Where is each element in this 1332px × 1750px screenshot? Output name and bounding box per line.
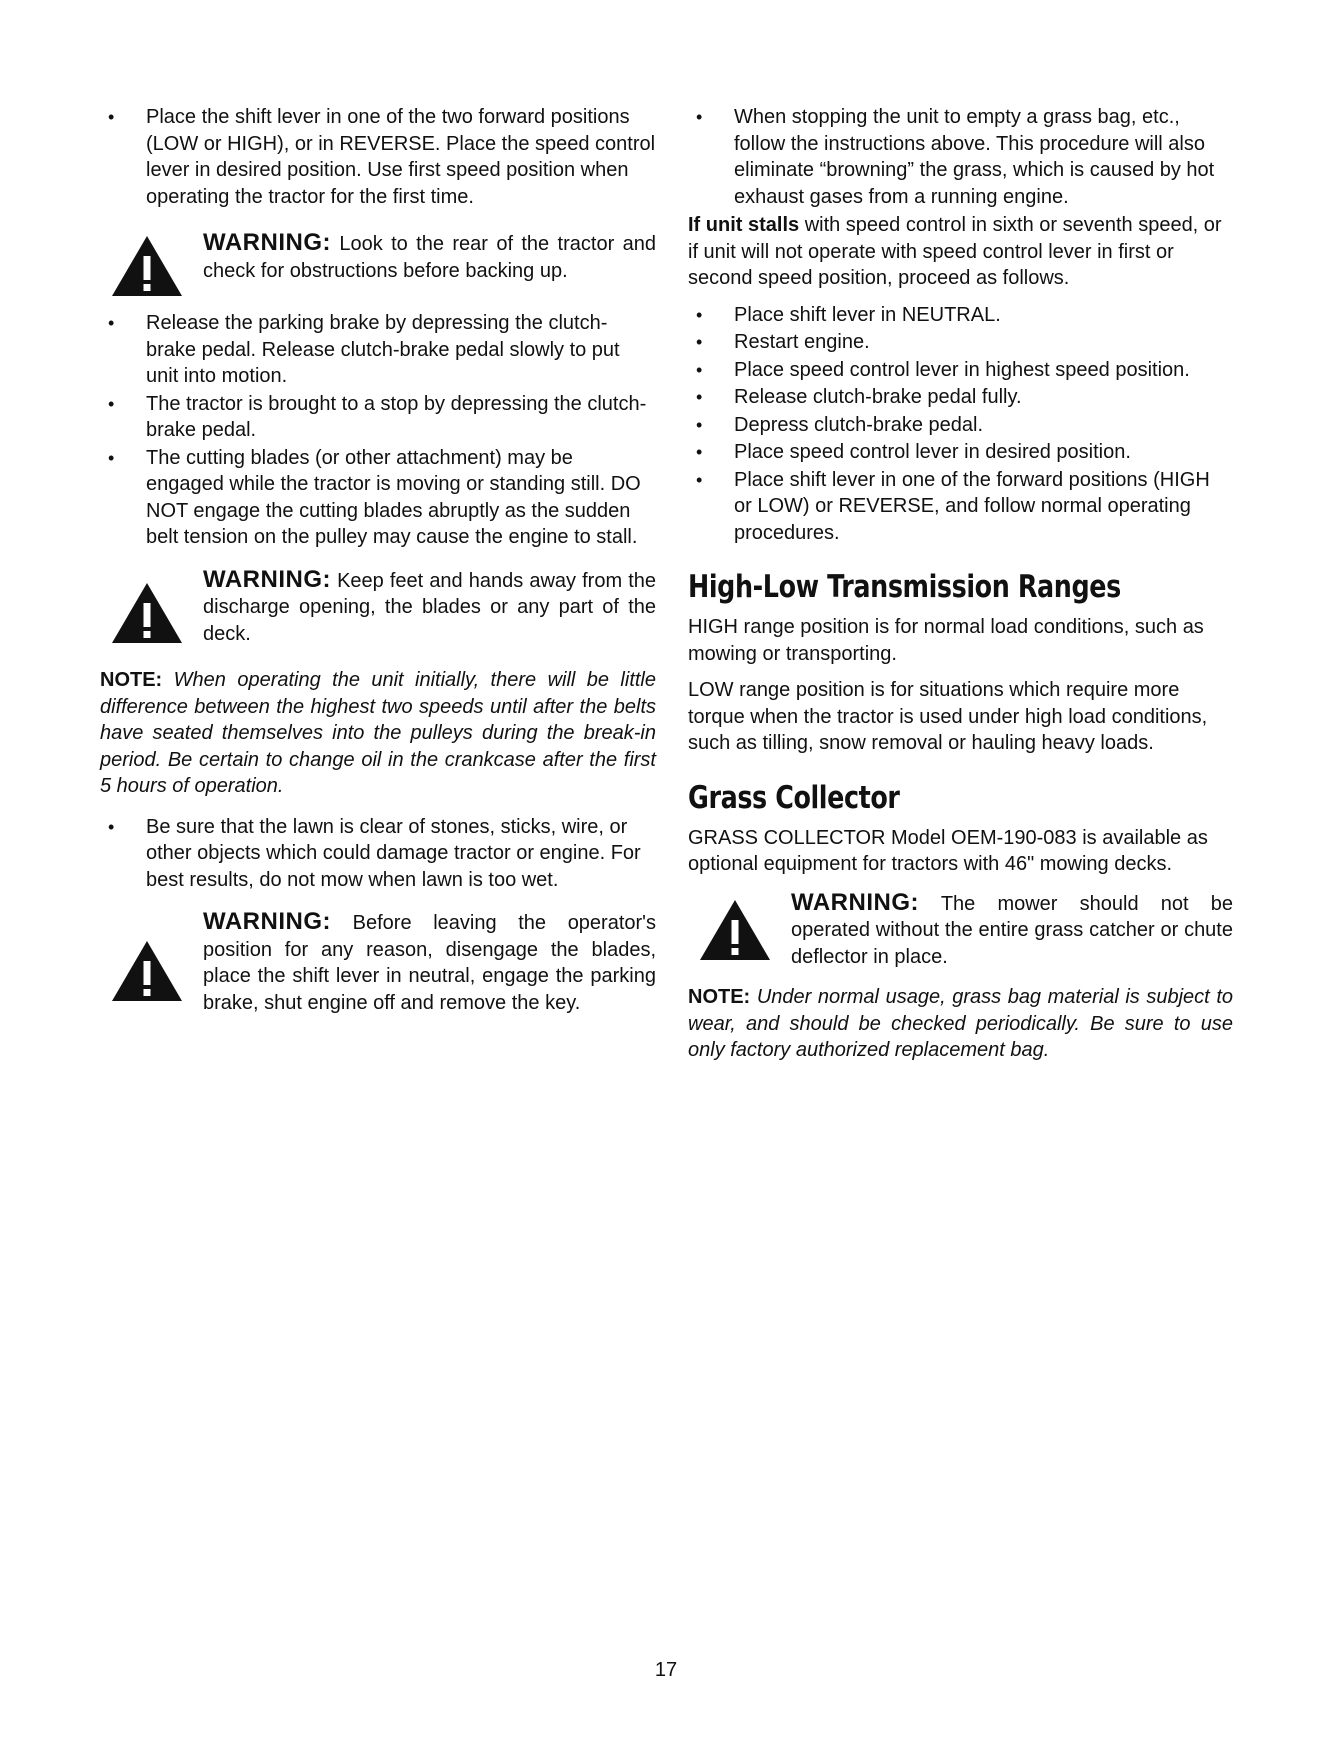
bullet-list-stall-steps (688, 302, 1233, 547)
list-item: • Place the shift lever in one of the two forward positions (LOW or HIGH), or in REVERSE. Place the speed control lever in desired position. Use first speed position when operating the tractor for the first time. (100, 104, 656, 210)
bullet-list-operation (100, 310, 656, 551)
warning-triangle-icon (110, 234, 184, 298)
list-item: • Be sure that the lawn is clear of stones, sticks, wire, or other objects which could damage tractor or engine. For best results, do not mow when lawn is too wet. (100, 814, 656, 894)
list-item: • Depress clutch-brake pedal. (688, 412, 1233, 439)
warning-text: The mower should not be operated without the entire grass catcher or chute deflector in place. (791, 892, 1233, 968)
warning-text: Keep feet and hands away from the discharge opening, the blades or any part of the deck. (203, 569, 657, 645)
list-item: • Place shift lever in one of the forward positions (HIGH or LOW) or REVERSE, and follow normal operating procedures. (688, 467, 1233, 547)
warning-text: Before leaving the operator's position for any reason, disengage the blades, place the shift lever in neutral, engage the parking brake, shut engine off and remove the key. (203, 912, 656, 1014)
stall-intro (688, 212, 1233, 292)
left-column (100, 104, 656, 1036)
warning-triangle-icon (110, 939, 184, 1003)
warning-text: Look to the rear of the tractor and check for obstructions before backing up. (203, 233, 656, 282)
section-heading-grass-collector: Grass Collector (688, 779, 900, 816)
note-grass-bag (688, 984, 1233, 1064)
warning-triangle-icon (110, 581, 184, 645)
warning-label: WARNING: (203, 908, 331, 935)
bullet-list-stopping (688, 104, 1233, 210)
right-column (688, 104, 1233, 1078)
bullet-list-shift (100, 104, 656, 210)
bullet-list-lawn (100, 814, 656, 894)
note-label: NOTE: (688, 986, 751, 1008)
note-break-in (100, 667, 656, 800)
list-item: • The cutting blades (or other attachment) may be engaged while the tractor is moving or standing still. DO NOT engage the cutting blades abruptly as the sudden belt tension on the pulley may cause the engine to stall. (100, 445, 656, 551)
note-text: When operating the unit initially, there will be little difference between the highest two speeds until after the belts have seated themselves into the pulleys during the break-in period. Be certain to change oil in the crankcase after the first 5 hours of operation. (100, 669, 656, 797)
list-item: • When stopping the unit to empty a grass bag, etc., follow the instructions above. This procedure will also eliminate “browning” the grass, which is caused by hot exhaust gases from a running engine. (688, 104, 1233, 210)
list-item: • Place shift lever in NEUTRAL. (688, 302, 1233, 329)
warning-leaving-position (100, 909, 656, 1016)
list-item: • The tractor is brought to a stop by depressing the clutch-brake pedal. (100, 391, 656, 444)
paragraph-low-range: LOW range position is for situations which require more torque when the tractor is used under high load conditions, such as tilling, snow removal or hauling heavy loads. (688, 679, 1208, 754)
warning-label: WARNING: (203, 229, 331, 256)
warning-triangle-icon (698, 898, 772, 962)
list-item: • Restart engine. (688, 329, 1233, 356)
page-number: 17 (654, 1659, 678, 1681)
list-item: • Release the parking brake by depressing the clutch-brake pedal. Release clutch-brake pedal slowly to put unit into motion. (100, 310, 656, 390)
warning-grass-catcher (688, 890, 1233, 971)
section-heading-transmission: High-Low Transmission Ranges (688, 569, 1121, 605)
warning-label: WARNING: (203, 565, 331, 593)
paragraph-high-range: HIGH range position is for normal load conditions, such as mowing or transporting. (688, 616, 1204, 665)
warning-discharge (100, 567, 656, 648)
list-item: • Place speed control lever in highest speed position. (688, 357, 1233, 384)
note-text: Under normal usage, grass bag material is subject to wear, and should be checked periodically. Be sure to use only factory authorized replacement bag. (688, 986, 1234, 1061)
paragraph-grass-collector: GRASS COLLECTOR Model OEM-190-083 is available as optional equipment for tractors with 46" mowing decks. (688, 826, 1208, 875)
stall-intro-bold: If unit stalls (688, 214, 800, 236)
stall-intro-text: with speed control in sixth or seventh speed, or if unit will not operate with speed control lever in first or second speed position, proceed as follows. (688, 214, 1222, 289)
note-label: NOTE: (100, 669, 163, 691)
list-item: • Release clutch-brake pedal fully. (688, 384, 1233, 411)
list-item: • Place speed control lever in desired position. (688, 439, 1233, 466)
warning-label: WARNING: (791, 888, 919, 916)
warning-backing-up (100, 230, 656, 284)
